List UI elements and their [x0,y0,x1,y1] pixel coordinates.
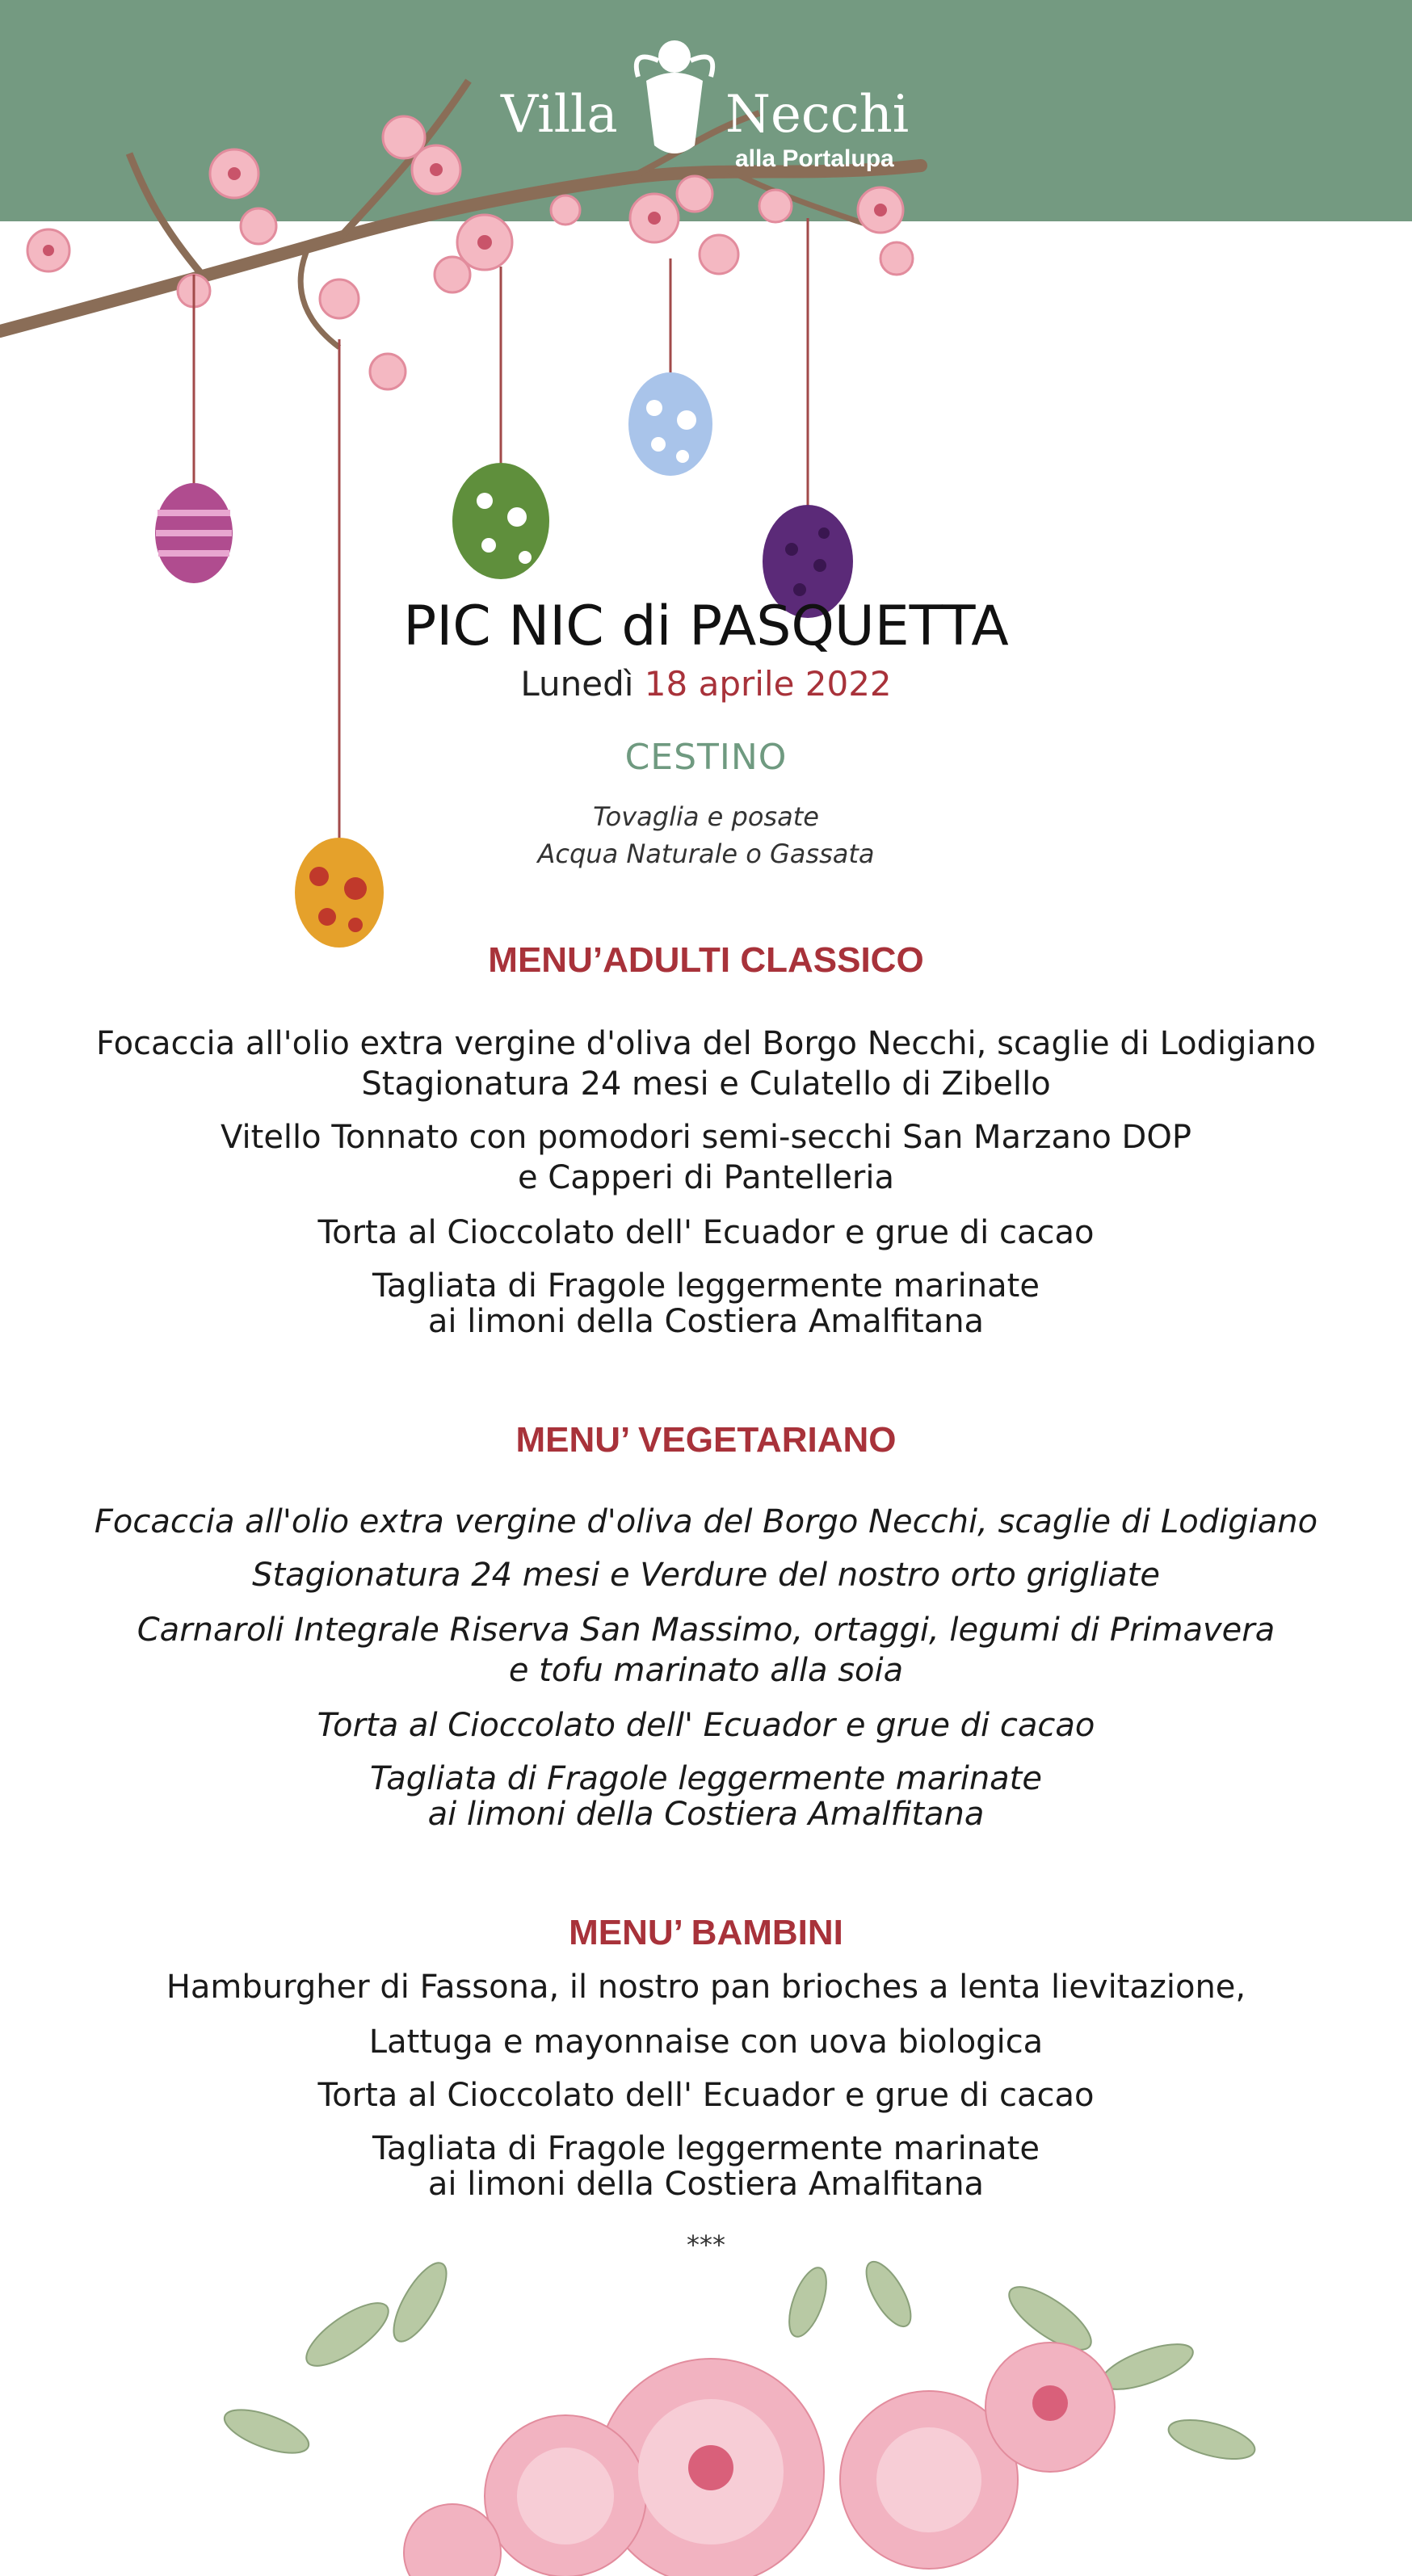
basket-item: Tovaglia e posate [593,801,819,832]
event-day: Lunedì [520,664,634,704]
logo-name-right: Necchi [725,85,910,145]
dish-line: e Capperi di Pantelleria [517,1159,895,1196]
dish-line: Tagliata di Fragole leggermente marinate [370,1760,1042,1797]
dish-line: Torta al Cioccolato dell' Ecuador e grue di cacao [317,1214,1095,1251]
basket-heading: CESTINO [624,737,788,778]
event-date-line [0,664,1412,704]
villa-necchi-logo [485,32,937,186]
dish-line: Vitello Tonnato con pomodori semi-secchi San Marzano DOP [221,1119,1191,1156]
dish-line: ai limoni della Costiera Amalfitana [427,1303,985,1340]
dish-line: e tofu marinato alla soia [508,1652,904,1689]
dish-line: Torta al Cioccolato dell' Ecuador e grue di cacao [317,2077,1095,2114]
basket-item: Acqua Naturale o Gassata [537,838,875,869]
event-title: PIC NIC di PASQUETTA [403,595,1009,658]
floral-border-illustration [0,2229,1412,2576]
dish-line: Tagliata di Fragole leggermente marinate [372,1267,1040,1305]
dish-line: Stagionatura 24 mesi e Verdure del nostro orto grigliate [252,1557,1160,1594]
logo-subtitle: alla Portalupa [735,145,894,172]
menu-adults-title: MENU’ADULTI CLASSICO [488,940,924,980]
menu-kids-title: MENU’ BAMBINI [569,1913,843,1952]
dish-line: Focaccia all'olio extra vergine d'oliva del Borgo Necchi, scaglie di Lodigiano [96,1025,1316,1062]
dish-line: Stagionatura 24 mesi e Culatello di Zibello [361,1065,1051,1103]
dish-line: Lattuga e mayonnaise con uova biologica [368,2023,1044,2061]
closing-stars: *** [687,2229,725,2260]
dish-line: Tagliata di Fragole leggermente marinate [372,2130,1040,2167]
cherub-statue-icon [630,32,719,170]
event-date: 18 aprile 2022 [644,664,892,704]
dish-line: ai limoni della Costiera Amalfitana [427,2166,985,2203]
menu-vegetarian-title: MENU’ VEGETARIANO [515,1420,897,1460]
dish-line: Carnaroli Integrale Riserva San Massimo, ortaggi, legumi di Primavera [137,1612,1275,1649]
dish-line: ai limoni della Costiera Amalfitana [427,1796,985,1833]
dish-line: Focaccia all'olio extra vergine d'oliva del Borgo Necchi, scaglie di Lodigiano [94,1503,1318,1540]
dish-line: Hamburgher di Fassona, il nostro pan brioches a lenta lievitazione, [166,1969,1246,2006]
dish-line: Torta al Cioccolato dell' Ecuador e grue di cacao [317,1707,1095,1744]
logo-name-left: Villa [501,85,618,145]
